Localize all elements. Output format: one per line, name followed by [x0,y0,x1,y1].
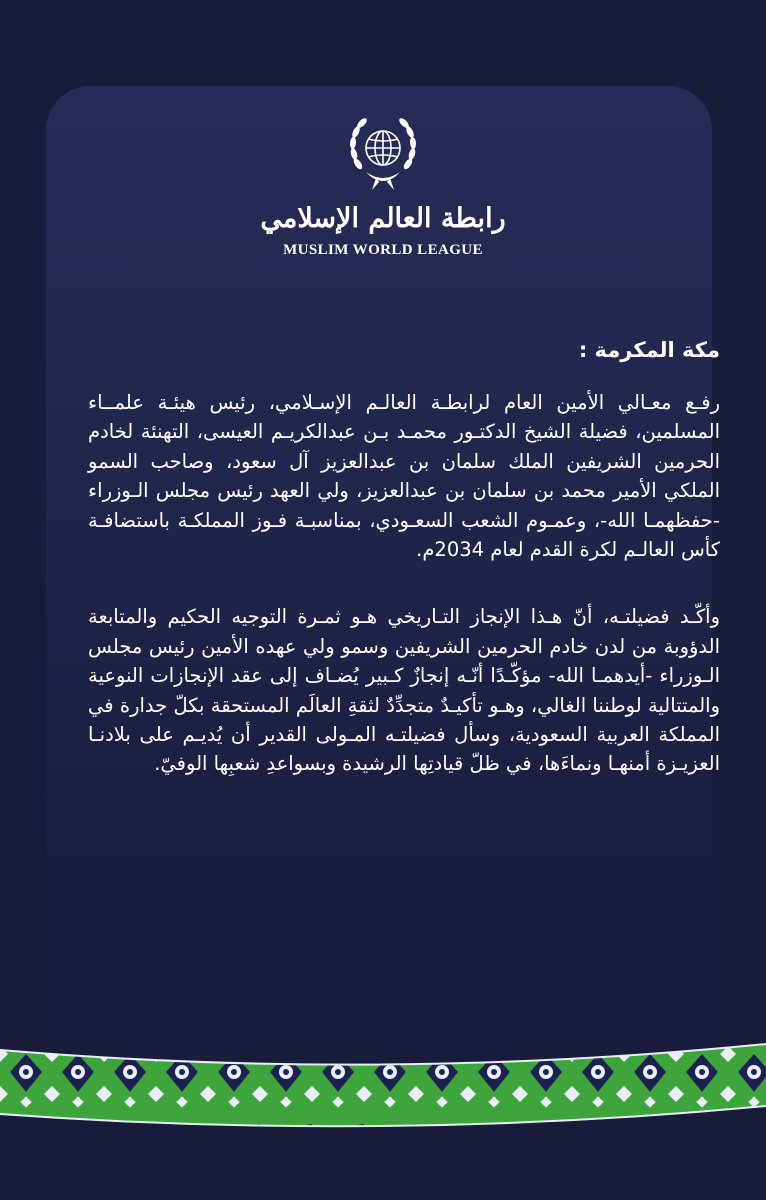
logo-arabic-name: رابطة العالم الإسلامي [260,203,506,234]
logo-english-name: MUSLIM WORLD LEAGUE [283,242,483,258]
statement-body [88,330,720,817]
geometric-pattern-band-icon [0,1032,766,1132]
globe-wreath-emblem-icon [346,112,420,192]
mwl-logo [0,112,766,272]
paragraph-affirmation: وأكّـد فضيلتـه، أنّ هـذا الإنجاز التـاريخي هـو ثمـرة التوجيه الحكيم والمتابعة الدؤوبة من لدن خادم الحرمين الشريفين وسمو ولي عهده الأمين رئيس مجلس الـوزراء -أيدهمـا الله- مؤكّـدًا أنّـه إنجازٌ كـبير يُضـاف إلى عقد الإنجازات النوعية والمتتالية لوطننا الغالي، وهـو تأكيـدٌ متجدِّدٌ لثقةِ العالَم المستحقة بكلّ جدارة في المملكة العربية السعودية، وسأل فضيلتـه المـولى القدير أن يُديـم على بلادنـا العزيـزة أمنهـا ونماءَها، في ظلّ قيادتِها الرشيدة وبسواعدِ شعبِها الوفيّ. [88,605,720,776]
dateline: مكة المكرمة : [578,338,720,362]
paragraph-congratulation: رفـع معـالي الأمين العام لرابطـة العالـم الإسـلامي، رئيس هيئـة علمــاء المسلمين، فضيلة الشيخ الدكتـور محمـد بـن عبدالكريـم العيسى، التهنئة لخادم الحرمين الشريفين الملك سلمان بن عبدالعزيز آل سعود، وصاحب السمو الملكي الأمير محمد بن سلمان بن عبدالعزيز، ولي العهد رئيس مجلس الـوزراء -حفظهمـا الله-، وعمـوم الشعب السعـودي، بمناسبـة فـوز المملكـة باستضافـة كأس العالـم لكرة القدم لعام 2034م. [88,391,720,562]
